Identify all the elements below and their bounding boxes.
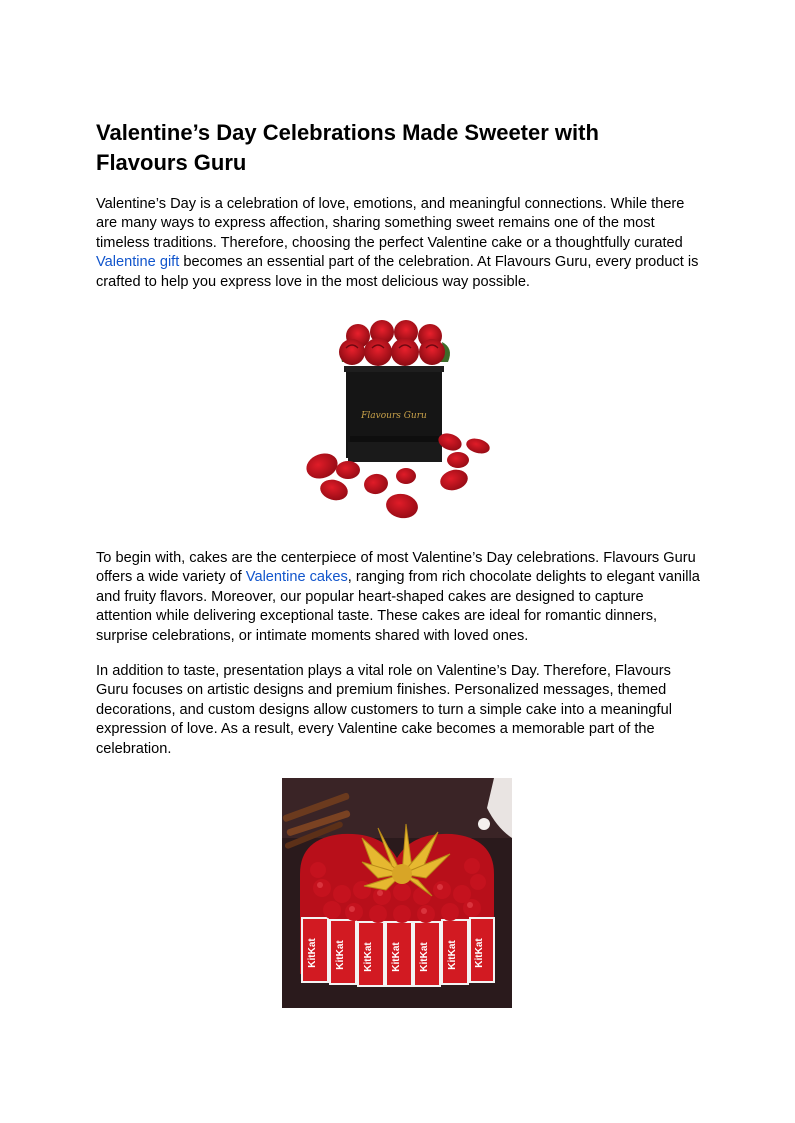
kitkat-label-7: KitKat (474, 938, 485, 968)
kitkat-label-5: KitKat (419, 942, 430, 972)
intro-paragraph (96, 195, 701, 292)
kitkat-label-3: KitKat (363, 942, 374, 972)
kitkat-label-6: KitKat (447, 940, 458, 970)
valentine-cakes-link[interactable]: Valentine cakes (245, 569, 348, 586)
valentine-gift-link[interactable]: Valentine gift (96, 254, 180, 271)
presentation-paragraph: In addition to taste, presentation plays a vital role on Valentine’s Day. Therefore, Flavours Guru focuses on artistic designs and premium finishes. Personalized messages, themed decorations, and custom designs allow customers to turn a simple cake into a meaningful expression of love. As a result, every Valentine cake becomes a memorable part of the celebration. (96, 663, 672, 757)
cakes-text-end: , ranging from rich chocolate delights to elegant vanilla and fruity flavors. Moreover, our popular heart-shaped cakes are designed to capture attention while delivering exceptional taste. These cakes are ideal for romantic dinners, surprise celebrations, or intimate moments shared with loved ones. (96, 569, 700, 644)
box-logo-text: Flavours Guru (361, 411, 427, 421)
cakes-text-start: To begin with, cakes are the centerpiece of most Valentine’s Day celebrations. Flavours Guru offers a wide variety of (96, 550, 696, 586)
intro-text-end: becomes an essential part of the celebration. At Flavours Guru, every product is crafted to help you express love in the most delicious way possible. (96, 254, 699, 290)
cakes-paragraph (96, 549, 701, 646)
rose-box-image (300, 318, 500, 528)
intro-text-start: Valentine’s Day is a celebration of love, emotions, and meaningful connections. While there are many ways to express affection, sharing something sweet remains one of the most timeless traditions. Therefore, choosing the perfect Valentine cake or a thoughtfully curated (96, 196, 685, 251)
kitkat-label-1: KitKat (307, 938, 318, 968)
kitkat-label-2: KitKat (335, 940, 346, 970)
page-title: Valentine’s Day Celebrations Made Sweeter with Flavours Guru (96, 120, 599, 175)
kitkat-label-4: KitKat (391, 942, 402, 972)
kitkat-heart-image (282, 778, 512, 1008)
